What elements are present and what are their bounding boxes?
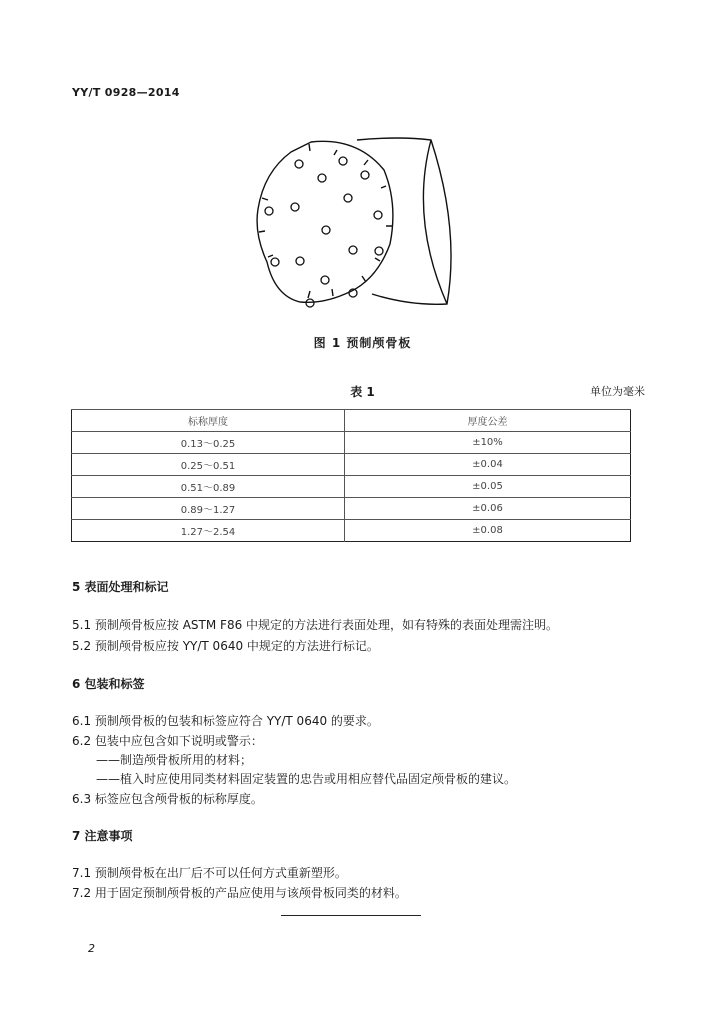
plate-edge-view (357, 138, 451, 304)
clause-6-2-item-a: ——制造颅骨板所用的材料； (96, 753, 253, 767)
tolerance-cell: ±0.04 (345, 454, 631, 476)
clause-7-2: 7.2 用于固定预制颅骨板的产品应使用与该颅骨板同类的材料。 (72, 886, 407, 900)
thickness-table (71, 409, 631, 542)
nominal-thickness-cell: 0.13～0.25 (72, 432, 345, 454)
nominal-thickness-cell: 0.25～0.51 (72, 454, 345, 476)
clause-6-2-item-b: ——植入时应使用同类材料固定装置的忠告或用相应替代品固定颅骨板的建议。 (96, 772, 517, 786)
tolerance-cell: ±0.08 (345, 520, 631, 542)
section-6-title: 6 包装和标签 (72, 677, 145, 691)
table-row (72, 520, 631, 542)
figure-caption: 图 1 预制颅骨板 (313, 336, 412, 350)
plate-holes (265, 157, 383, 307)
table-row (72, 454, 631, 476)
nominal-thickness-cell: 0.89～1.27 (72, 498, 345, 520)
plate-outline (257, 141, 393, 302)
nominal-thickness-cell: 0.51～0.89 (72, 476, 345, 498)
section-5-title: 5 表面处理和标记 (72, 580, 169, 594)
clause-5-1: 5.1 预制颅骨板应按 ASTM F86 中规定的方法进行表面处理，如有特殊的表面处理需注明。 (72, 618, 559, 632)
clause-5-2: 5.2 预制颅骨板应按 YY/T 0640 中规定的方法进行标记。 (72, 639, 379, 653)
cranial-plate-figure (250, 134, 465, 319)
tolerance-cell: ±0.05 (345, 476, 631, 498)
table-row (72, 498, 631, 520)
page-number: 2 (88, 942, 95, 955)
nominal-thickness-cell: 1.27～2.54 (72, 520, 345, 542)
header-thickness-tolerance: 厚度公差 (345, 410, 631, 432)
clause-6-1: 6.1 预制颅骨板的包装和标签应符合 YY/T 0640 的要求。 (72, 714, 379, 728)
tolerance-cell: ±10% (345, 432, 631, 454)
clause-6-2: 6.2 包装中应包含如下说明或警示： (72, 734, 263, 748)
table-row (72, 476, 631, 498)
table-header-row (72, 410, 631, 432)
section-7-title: 7 注意事项 (72, 829, 133, 843)
tolerance-cell: ±0.06 (345, 498, 631, 520)
clause-6-3: 6.3 标签应包含颅骨板的标称厚度。 (72, 792, 263, 806)
table-row (72, 432, 631, 454)
table-unit: 单位为毫米 (590, 385, 645, 398)
standard-code-header: YY/T 0928—2014 (72, 86, 180, 99)
clause-7-1: 7.1 预制颅骨板在出厂后不可以任何方式重新塑形。 (72, 866, 347, 880)
table-title: 表 1 (350, 385, 375, 399)
end-of-text-rule (281, 915, 421, 916)
header-nominal-thickness: 标称厚度 (72, 410, 345, 432)
